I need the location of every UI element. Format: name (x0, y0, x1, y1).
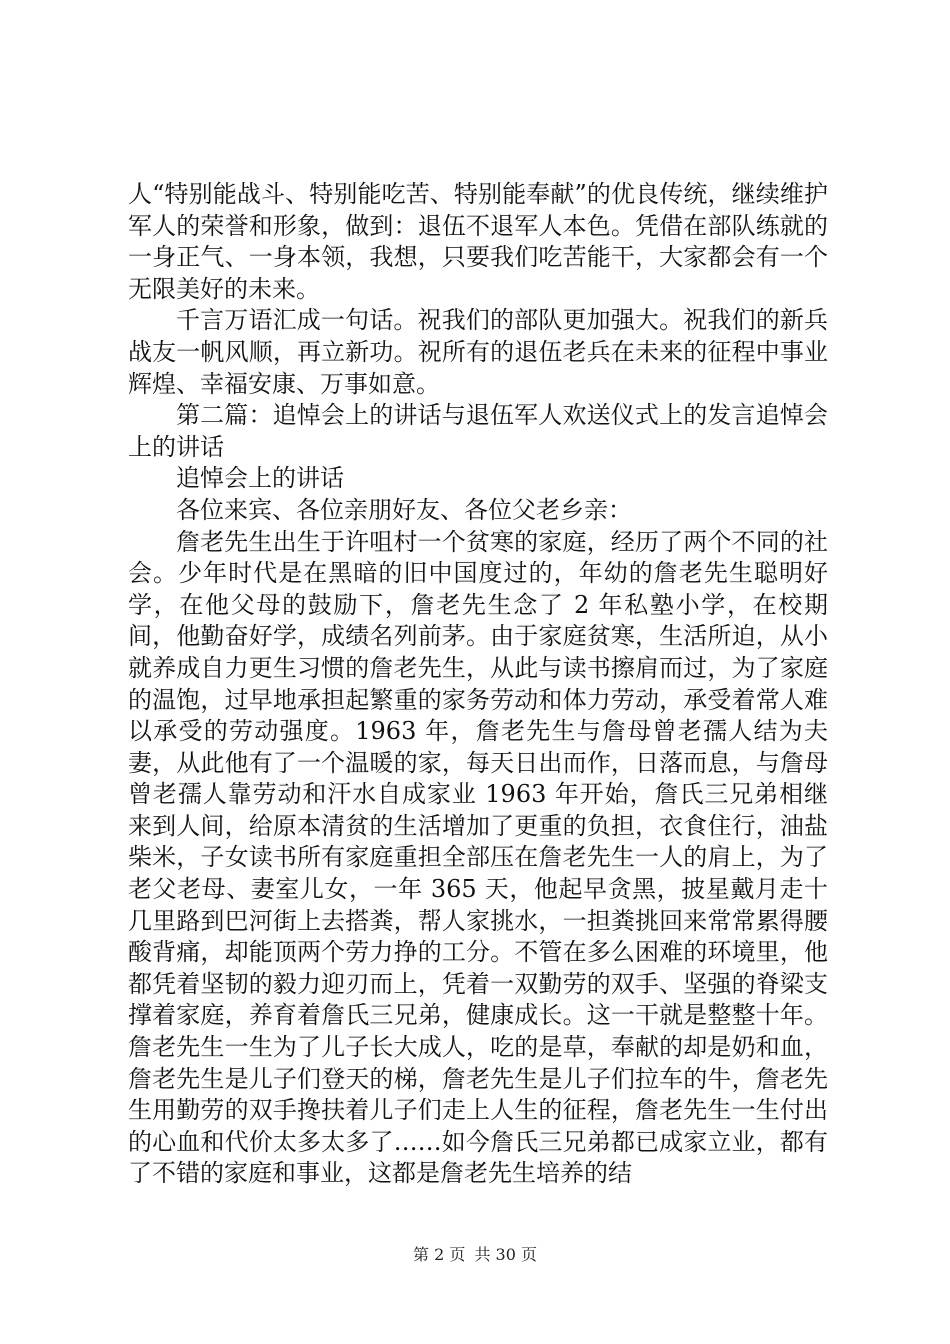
paragraph: 千言万语汇成一句话。祝我们的部队更加强大。祝我们的新兵战友一帆风顺，再立新功。祝所有的退伍老兵在未来的征程中事业辉煌、幸福安康、万事如意。 (128, 306, 828, 398)
page-footer (0, 1242, 950, 1265)
paragraph: 詹老先生出生于许咀村一个贫寒的家庭，经历了两个不同的社会。少年时代是在黑暗的旧中国度过的，年幼的詹老先生聪明好学，在他父母的鼓励下，詹老先生念了 2 年私塾小学，在校期间，他勤奋好学，成绩名列前茅。由于家庭贫寒，生活所迫，从小就养成自力更生习惯的詹老先生，从此与读书擦肩而过，为了家庭的温饱，过早地承担起繁重的家务劳动和体力劳动，承受着常人难以承受的劳动强度。1963 年，詹老先生与詹母曾老孺人结为夫妻，从此他有了一个温暖的家，每天日出而作，日落而息，与詹母曾老孺人靠劳动和汗水自成家业 1963 年开始，詹氏三兄弟相继来到人间，给原本清贫的生活增加了更重的负担，衣食住行，油盐柴米，子女读书所有家庭重担全部压在詹老先生一人的肩上，为了老父老母、妻室儿女，一年 365 天，他起早贪黑，披星戴月走十几里路到巴河街上去搭粪，帮人家挑水，一担粪挑回来常常累得腰酸背痛，却能顶两个劳力挣的工分。不管在多么困难的环境里，他都凭着坚韧的毅力迎刃而上，凭着一双勤劳的双手、坚强的脊梁支撑着家庭，养育着詹氏三兄弟，健康成长。这一干就是整整十年。詹老先生一生为了儿子长大成人，吃的是草，奉献的却是奶和血，詹老先生是儿子们登天的梯，詹老先生是儿子们拉车的牛，詹老先生用勤劳的双手搀扶着儿子们走上人生的征程，詹老先生一生付出的心血和代价太多太多了……如今詹氏三兄弟都已成家立业，都有了不错的家庭和事业，这都是詹老先生培养的结 (128, 527, 828, 1188)
speech-title: 追悼会上的讲话 (176, 464, 344, 493)
paragraph: 人“特别能战斗、特别能吃苦、特别能奉献”的优良传统，继续维护军人的荣誉和形象，做到：退伍不退军人本色。凭借在部队练就的一身正气、一身本领，我想，只要我们吃苦能干，大家都会有一个无限美好的未来。 (128, 180, 828, 303)
document-body (128, 179, 828, 1190)
page-total: 共 30 页 (474, 1245, 537, 1264)
page-number: 第 2 页 (413, 1245, 466, 1264)
section-heading: 第二篇：追悼会上的讲话与退伍军人欢送仪式上的发言追悼会上的讲话 (128, 401, 828, 461)
salutation: 各位来宾、各位亲朋好友、各位父老乡亲： (176, 495, 632, 524)
